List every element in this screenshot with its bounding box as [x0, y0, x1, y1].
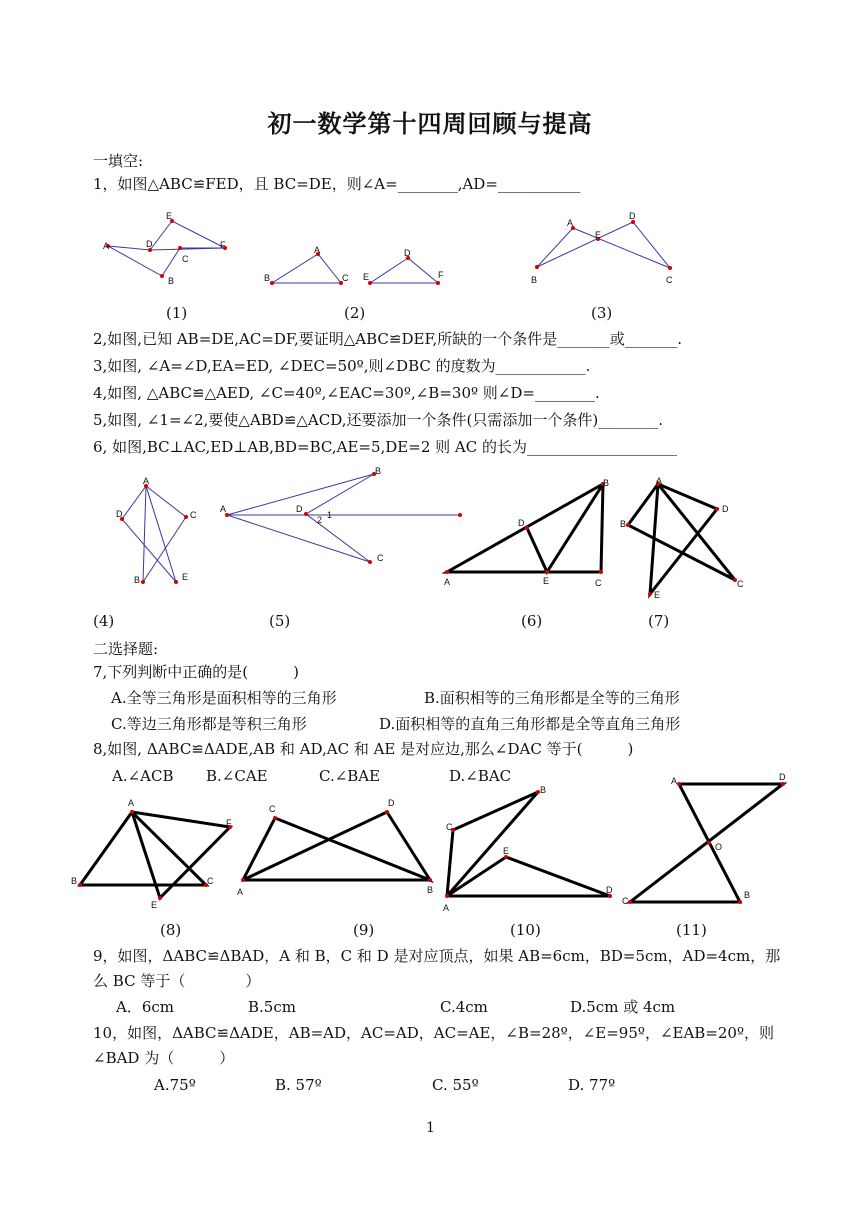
vertex-label: D — [116, 509, 123, 519]
vertex-label: D — [518, 518, 525, 528]
q8-option-a: A.∠ACB — [112, 767, 174, 785]
caption-fig-4: (4) — [93, 612, 115, 630]
vertex-label: 2 — [317, 515, 323, 525]
figure-9 — [243, 812, 430, 880]
caption-fig-9: (9) — [353, 921, 375, 939]
vertex-label: E — [654, 590, 661, 600]
vertex-label: B — [540, 785, 547, 795]
q9-option-b: B.5cm — [248, 998, 296, 1016]
vertex-label: A — [671, 776, 678, 786]
figure-10 — [447, 792, 610, 896]
caption-fig-11: (11) — [676, 921, 707, 939]
f2-vertex-labels — [264, 245, 444, 283]
q7-option-b: B.面积相等的三角形都是全等的三角形 — [424, 689, 680, 707]
vertex-label: E — [595, 230, 602, 240]
q8-option-c: C.∠BAE — [319, 767, 381, 785]
figure-7 — [628, 484, 735, 594]
vertex-label: B — [134, 575, 141, 585]
f9-vertex-labels — [237, 798, 433, 897]
q9-option-a: A．6cm — [116, 998, 175, 1016]
vertex-label: O — [715, 842, 723, 852]
vertex-label: C — [666, 275, 673, 285]
vertex-label: E — [166, 211, 173, 221]
question-5: 5,如图, ∠1=∠2,要使△ABD≌△ACD,还要添加一个条件(只需添加一个条件)________. — [93, 411, 663, 429]
vertex-label: F — [226, 818, 232, 828]
question-10-line-2: ∠BAD 为（ ） — [93, 1049, 235, 1067]
q8-option-d: D.∠BAC — [449, 767, 512, 785]
caption-fig-7: (7) — [648, 612, 670, 630]
figure-11 — [630, 784, 783, 902]
q7-option-a: A.全等三角形是面积相等的三角形 — [111, 689, 337, 707]
vertex-label: C — [342, 273, 349, 283]
f3-vertex-labels — [531, 211, 673, 285]
f4-vertex-labels — [116, 476, 197, 585]
vertex-label: D — [388, 798, 395, 808]
vertex-label: D — [779, 772, 786, 782]
question-7: 7,下列判断中正确的是( ) — [93, 663, 300, 681]
question-2: 2,如图,已知 AB=DE,AC=DF,要证明△ABC≌DEF,所缺的一个条件是_______或_______. — [93, 330, 683, 348]
vertex-label: D — [606, 885, 613, 895]
section-fill-in: 一填空: — [93, 152, 144, 170]
vertex-label: F — [438, 270, 444, 280]
vertex-label: B — [620, 519, 627, 529]
vertex-label: C — [190, 510, 197, 520]
vertex-label: C — [737, 579, 744, 589]
vertex-label: C — [182, 254, 189, 264]
vertex-label: B — [375, 466, 382, 476]
vertex-label: A — [237, 887, 244, 897]
q10-option-a: A.75º — [154, 1076, 196, 1094]
vertex-label: E — [151, 900, 158, 910]
vertex-label: B — [264, 273, 271, 283]
q7-option-d: D.面积相等的直角三角形都是全等直角三角形 — [379, 715, 681, 733]
vertex-label: E — [182, 572, 189, 582]
vertex-label: C — [446, 822, 453, 832]
vertex-label: D — [296, 504, 303, 514]
page-number: 1 — [426, 1120, 435, 1136]
question-8: 8,如图, ΔABC≌ΔADE,AB 和 AD,AC 和 AE 是对应边,那么∠DAC 等于( ) — [93, 740, 634, 758]
vertex-label: B — [71, 876, 78, 886]
vertex-label: B — [168, 276, 175, 286]
vertex-label: D — [629, 211, 636, 221]
vertex-label: A — [128, 798, 135, 808]
caption-fig-5: (5) — [269, 612, 291, 630]
question-4: 4,如图, △ABC≌△AED, ∠C=40º,∠EAC=30º,∠B=30º 则∠D=________. — [93, 384, 600, 402]
q10-option-b: B. 57º — [275, 1076, 322, 1094]
q9-option-c: C.4cm — [440, 998, 488, 1016]
figure-1 — [108, 221, 225, 276]
figure-4 — [122, 486, 189, 582]
question-3: 3,如图, ∠A=∠D,EA=ED, ∠DEC=50º,则∠DBC 的度数为____________. — [93, 357, 591, 375]
figure-3 — [537, 222, 670, 268]
vertex-label: F — [220, 240, 226, 250]
vertex-label: A — [143, 476, 150, 486]
vertex-label: E — [363, 272, 370, 282]
caption-fig-8: (8) — [160, 921, 182, 939]
vertex-label: E — [543, 576, 550, 586]
caption-fig-1: (1) — [166, 304, 188, 322]
vertex-label: B — [744, 890, 751, 900]
caption-fig-2: (2) — [344, 304, 366, 322]
figure-5 — [227, 474, 460, 562]
vertex-label: 1 — [327, 510, 333, 520]
vertex-label: A — [220, 504, 227, 514]
vertex-label: D — [722, 504, 729, 514]
vertex-label: E — [503, 846, 510, 856]
question-10-line-1: 10，如图，ΔABC≌ΔADE，AB=AD，AC=AD，AC=AE，∠B=28º，∠E=95º，∠EAB=20º，则 — [93, 1024, 775, 1042]
question-6: 6, 如图,BC⊥AC,ED⊥AB,BD=BC,AE=5,DE=2 则 AC 的长为____________________ — [93, 438, 677, 456]
vertex-label: D — [404, 248, 411, 258]
question-9-line-1: 9，如图，ΔABC≌ΔBAD，A 和 B，C 和 D 是对应顶点，如果 AB=6cm，BD=5cm，AD=4cm，那 — [93, 947, 781, 965]
vertex-label: B — [427, 885, 434, 895]
vertex-label: A — [314, 245, 321, 255]
vertex-label: C — [269, 804, 276, 814]
vertex-label: C — [377, 553, 384, 563]
vertex-label: A — [656, 476, 663, 486]
caption-fig-3: (3) — [591, 304, 613, 322]
figure-2 — [272, 254, 438, 283]
q7-option-c: C.等边三角形都是等积三角形 — [111, 715, 307, 733]
vertex-label: C — [207, 876, 214, 886]
q10-option-c: C. 55º — [432, 1076, 479, 1094]
vertex-label: A — [443, 903, 450, 913]
vertex-label: A — [444, 577, 451, 587]
question-9-line-2: 么 BC 等于（ ） — [93, 972, 261, 990]
q10-option-d: D. 77º — [568, 1076, 616, 1094]
q9-option-d: D.5cm 或 4cm — [570, 998, 676, 1016]
vertex-label: A — [567, 218, 574, 228]
vertex-label: C — [595, 578, 602, 588]
vertex-label: B — [603, 478, 610, 488]
question-1: 1，如图△ABC≌FED，且 BC=DE，则∠A=________,AD=___________ — [93, 175, 581, 193]
caption-fig-6: (6) — [521, 612, 543, 630]
section-multiple-choice: 二选择题: — [93, 640, 159, 658]
vertex-label: B — [531, 275, 538, 285]
vertex-label: A — [103, 241, 110, 251]
vertex-label: D — [146, 239, 153, 249]
f11-vertex-labels — [622, 772, 786, 906]
vertex-label: C — [622, 896, 629, 906]
page-title: 初一数学第十四周回顾与提高 — [267, 110, 593, 138]
caption-fig-10: (10) — [510, 921, 541, 939]
q8-option-b: B.∠CAE — [206, 767, 268, 785]
